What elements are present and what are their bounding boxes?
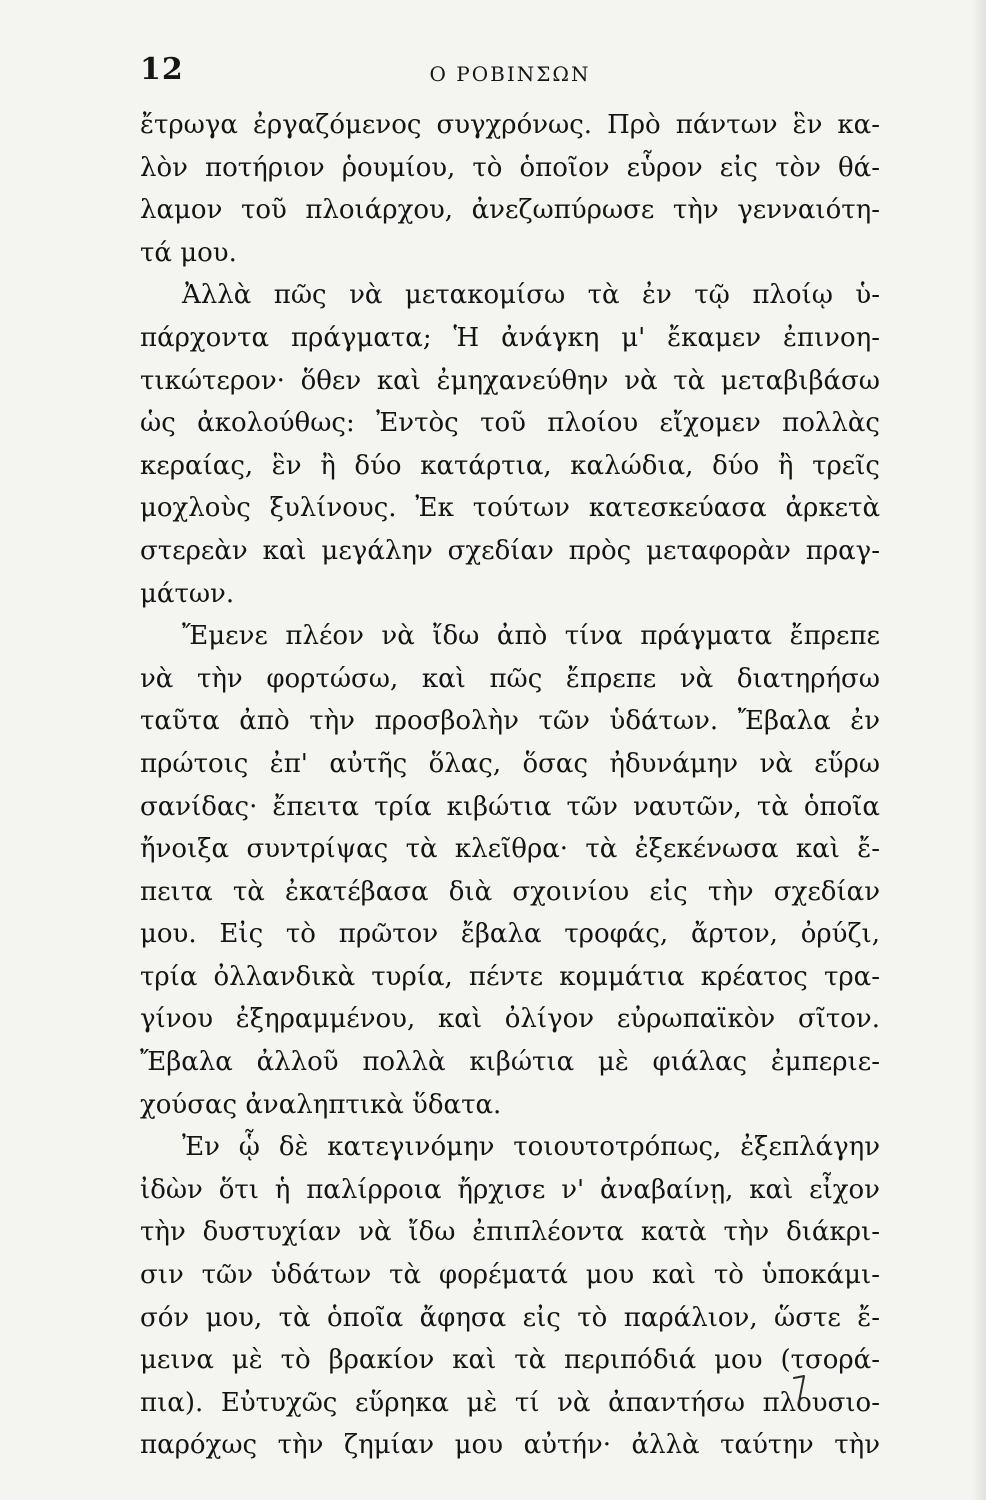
text-line: παρόχως τὴν ζημίαν μου αὐτήν· ἀλλὰ ταύτην τὴν <box>140 1430 880 1461</box>
text-line: σανίδας· ἔπειτα τρία κιβώτια τῶν ναυτῶν, τὰ ὁποῖα <box>140 791 880 822</box>
text-line: χούσας ἀναληπτικὰ ὕδατα. <box>140 1089 502 1120</box>
text-line: μοχλοὺς ξυλίνους. Ἐκ τούτων κατεσκεύασα ἀρκετὰ <box>140 493 880 524</box>
text-line: νὰ τὴν φορτώσω, καὶ πῶς ἔπρεπε νὰ διατηρήσω <box>140 663 880 694</box>
text-line: τικώτερον· ὅθεν καὶ ἐμηχανεύθην νὰ τὰ μεταβιβάσω <box>140 365 880 396</box>
text-line: λαμον τοῦ πλοιάρχου, ἀνεζωπύρωσε τὴν γενναιότη- <box>140 195 880 226</box>
text-line: πρώτοις ἐπ' αὐτῆς ὅλας, ὅσας ἠδυνάμην νὰ εὕρω <box>140 748 880 779</box>
text-line: ἤνοιξα συντρίψας τὰ κλεῖθρα· τὰ ἐξεκένωσα καὶ ἔ- <box>140 834 880 865</box>
text-line: Ἔβαλα ἀλλοῦ πολλὰ κιβώτια μὲ φιάλας ἐμπεριε- <box>140 1047 880 1078</box>
text-line: ἰδὼν ὅτι ἡ παλίρροια ἤρχισε ν' ἀναβαίνῃ, καὶ εἶχον <box>140 1174 880 1205</box>
text-line: μάτων. <box>140 578 235 609</box>
page-header <box>140 52 880 96</box>
text-line: κεραίας, ἓν ἢ δύο κατάρτια, καλώδια, δύο ἢ τρεῖς <box>140 450 880 481</box>
text-line: στερεὰν καὶ μεγάλην σχεδίαν πρὸς μεταφορὰν πραγ- <box>140 535 880 566</box>
text-line: μου. Εἰς τὸ πρῶτον ἔβαλα τροφάς, ἄρτον, ὀρύζι, <box>140 919 880 950</box>
text-line: πάρχοντα πράγματα; Ἡ ἀνάγκη μ' ἔκαμεν ἐπινοη- <box>140 322 880 353</box>
text-line: πια). Εὐτυχῶς εὕρηκα μὲ τί νὰ ἀπαντήσω πλουσιο- <box>140 1387 880 1418</box>
text-line: μεινα μὲ τὸ βρακίον καὶ τὰ περιπόδιά μου (τσορά- <box>140 1345 880 1376</box>
text-line: Ἀλλὰ πῶς νὰ μετακομίσω τὰ ἐν τῷ πλοίῳ ὑ- <box>182 280 880 311</box>
body-text <box>140 104 880 1467</box>
text-line: τρία ὀλλανδικὰ τυρία, πέντε κομμάτια κρέατος τρα- <box>140 961 880 992</box>
text-line: σιν τῶν ὑδάτων τὰ φορέματά μου καὶ τὸ ὑποκάμι- <box>140 1260 880 1291</box>
text-line: ὡς ἀκολούθως: Ἐντὸς τοῦ πλοίου εἴχομεν πολλὰς <box>140 408 880 439</box>
page-number: 12 <box>140 52 184 87</box>
pencil-mark-icon <box>790 1372 810 1408</box>
text-line: σόν μου, τὰ ὁποῖα ἄφησα εἰς τὸ παράλιον, ὥστε ἔ- <box>140 1302 880 1333</box>
text-line: πειτα τὰ ἐκατέβασα διὰ σχοινίου εἰς τὴν σχεδίαν <box>140 876 880 907</box>
text-line: Ἐν ᾧ δὲ κατεγινόμην τοιουτοτρόπως, ἐξεπλάγην <box>182 1132 880 1163</box>
text-line: λὸν ποτήριον ῥουμίου, τὸ ὁποῖον εὗρον εἰς τὸν θά- <box>140 152 880 183</box>
running-title: Ο ΡΟΒΙΝΣΩΝ <box>429 62 591 86</box>
text-line: Ἔμενε πλέον νὰ ἴδω ἀπὸ τίνα πράγματα ἔπρεπε <box>182 621 880 652</box>
text-line: ἔτρωγα ἐργαζόμενος συγχρόνως. Πρὸ πάντων ἓν κα- <box>140 110 880 140</box>
text-line: γίνου ἐξηραμμένου, καὶ ὀλίγον εὐρωπαϊκὸν σῖτον. <box>140 1004 880 1035</box>
text-line: τὴν δυστυχίαν νὰ ἴδω ἐπιπλέοντα κατὰ τὴν διάκρι- <box>140 1217 880 1248</box>
page-edge-shadow <box>972 0 986 1500</box>
text-line: τά μου. <box>140 237 237 268</box>
text-line: ταῦτα ἀπὸ τὴν προσβολὴν τῶν ὑδάτων. Ἔβαλα ἐν <box>140 706 880 737</box>
